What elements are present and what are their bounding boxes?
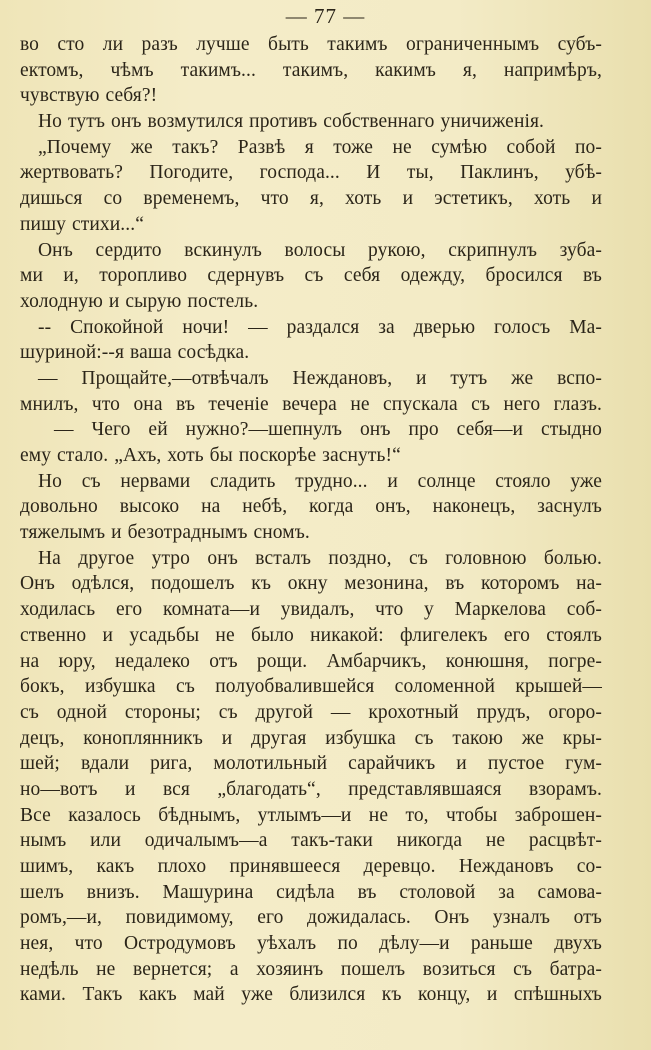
page-text	[20, 32, 602, 1008]
text-line: нымъ или одичалымъ—а такъ-таки никогда не расцвѣт-	[20, 830, 602, 852]
text-line: ственно и усадьбы не было никакой: флигелекъ его стоялъ	[20, 624, 602, 646]
text-line: пишу стихи...“	[20, 213, 144, 235]
text-line: мнилъ, что она въ теченіе вечера не спускала съ него глазъ.	[20, 393, 602, 415]
text-line: ектомъ, чѣмъ такимъ... такимъ, какимъ я, напримѣръ,	[20, 59, 602, 81]
text-line: шуриной:--я ваша сосѣдка.	[20, 342, 250, 364]
text-line: -- Спокойной ночи! — раздался за дверью голосъ Ма-	[38, 316, 602, 338]
text-line: Онъ сердито вскинулъ волосы рукою, скрипнулъ зуба-	[38, 239, 602, 261]
text-line: дишься со временемъ, что я, хоть и эстетикъ, хоть и	[20, 188, 602, 210]
text-line: Но съ нервами сладить трудно... и солнце стояло уже	[38, 470, 602, 492]
page-number: — 77 —	[285, 4, 366, 28]
text-line: на юру, недалеко отъ рощи. Амбарчикъ, конюшня, погре-	[20, 650, 602, 672]
text-line: чувствую себя?!	[20, 85, 158, 107]
text-line: „Почему же такъ? Развѣ я тоже не сумѣю собой по-	[38, 136, 602, 158]
text-line: ходилась его комната—и увидалъ, что у Маркелова соб-	[20, 599, 602, 621]
text-line: ми и, торопливо сдернувъ съ себя одежду, бросился въ	[20, 265, 602, 287]
text-line: Все казалось бѣднымъ, утлымъ—и не то, чтобы заброшен-	[20, 804, 602, 826]
text-line: довольно высоко на небѣ, когда онъ, наконецъ, заснулъ	[20, 496, 602, 518]
text-line: Онъ одѣлся, подошелъ къ окну мезонина, въ которомъ на-	[20, 573, 602, 595]
text-line: жертвовать? Погодите, господа... И ты, Паклинъ, убѣ-	[20, 162, 602, 184]
text-line: ему стало. „Ахъ, хоть бы поскорѣе заснуть!“	[20, 445, 401, 466]
text-line: ками. Такъ какъ май уже близился къ концу, и спѣшныхъ	[20, 984, 602, 1006]
text-line: недѣль не вернется; а хозяинъ пошелъ возиться съ батра-	[20, 958, 602, 980]
text-line: шей; вдали рига, молотильный сарайчикъ и пустое гум-	[20, 753, 602, 775]
text-line: нея, что Остродумовъ уѣхалъ по дѣлу—и раньше двухъ	[20, 933, 602, 955]
text-line: съ одной стороны; съ другой — крохотный прудъ, огоро-	[20, 701, 602, 723]
text-line: бокъ, избушка съ полуобвалившейся соломенной крышей—	[20, 676, 602, 698]
text-line: холодную и сырую постель.	[20, 290, 259, 312]
text-line: ромъ,—и, повидимому, его дожидалась. Онъ узналъ отъ	[20, 907, 602, 929]
text-line: — Чего ей нужно?—шепнулъ онъ про себя—и стыдно	[54, 419, 602, 441]
text-line: шимъ, какъ плохо принявшееся деревцо. Неждановъ со-	[20, 856, 602, 877]
text-line: шелъ внизъ. Машурина сидѣла въ столовой за самова-	[20, 881, 602, 903]
text-line: во сто ли разъ лучше быть такимъ ограниченнымъ субъ-	[20, 34, 602, 55]
text-line: но—вотъ и вся „благодать“, представлявшаяся взорамъ.	[20, 778, 602, 800]
text-line: На другое утро онъ всталъ поздно, съ головною болью.	[38, 547, 602, 569]
text-line: — Прощайте,—отвѣчалъ Неждановъ, и тутъ же вспо-	[38, 367, 602, 389]
text-line: Но тутъ онъ возмутился противъ собственнаго уничиженія.	[38, 111, 545, 133]
text-line: тяжелымъ и безотраднымъ сномъ.	[20, 522, 310, 544]
text-line: децъ, коноплянникъ и другая избушка съ такою же кры-	[20, 727, 602, 749]
